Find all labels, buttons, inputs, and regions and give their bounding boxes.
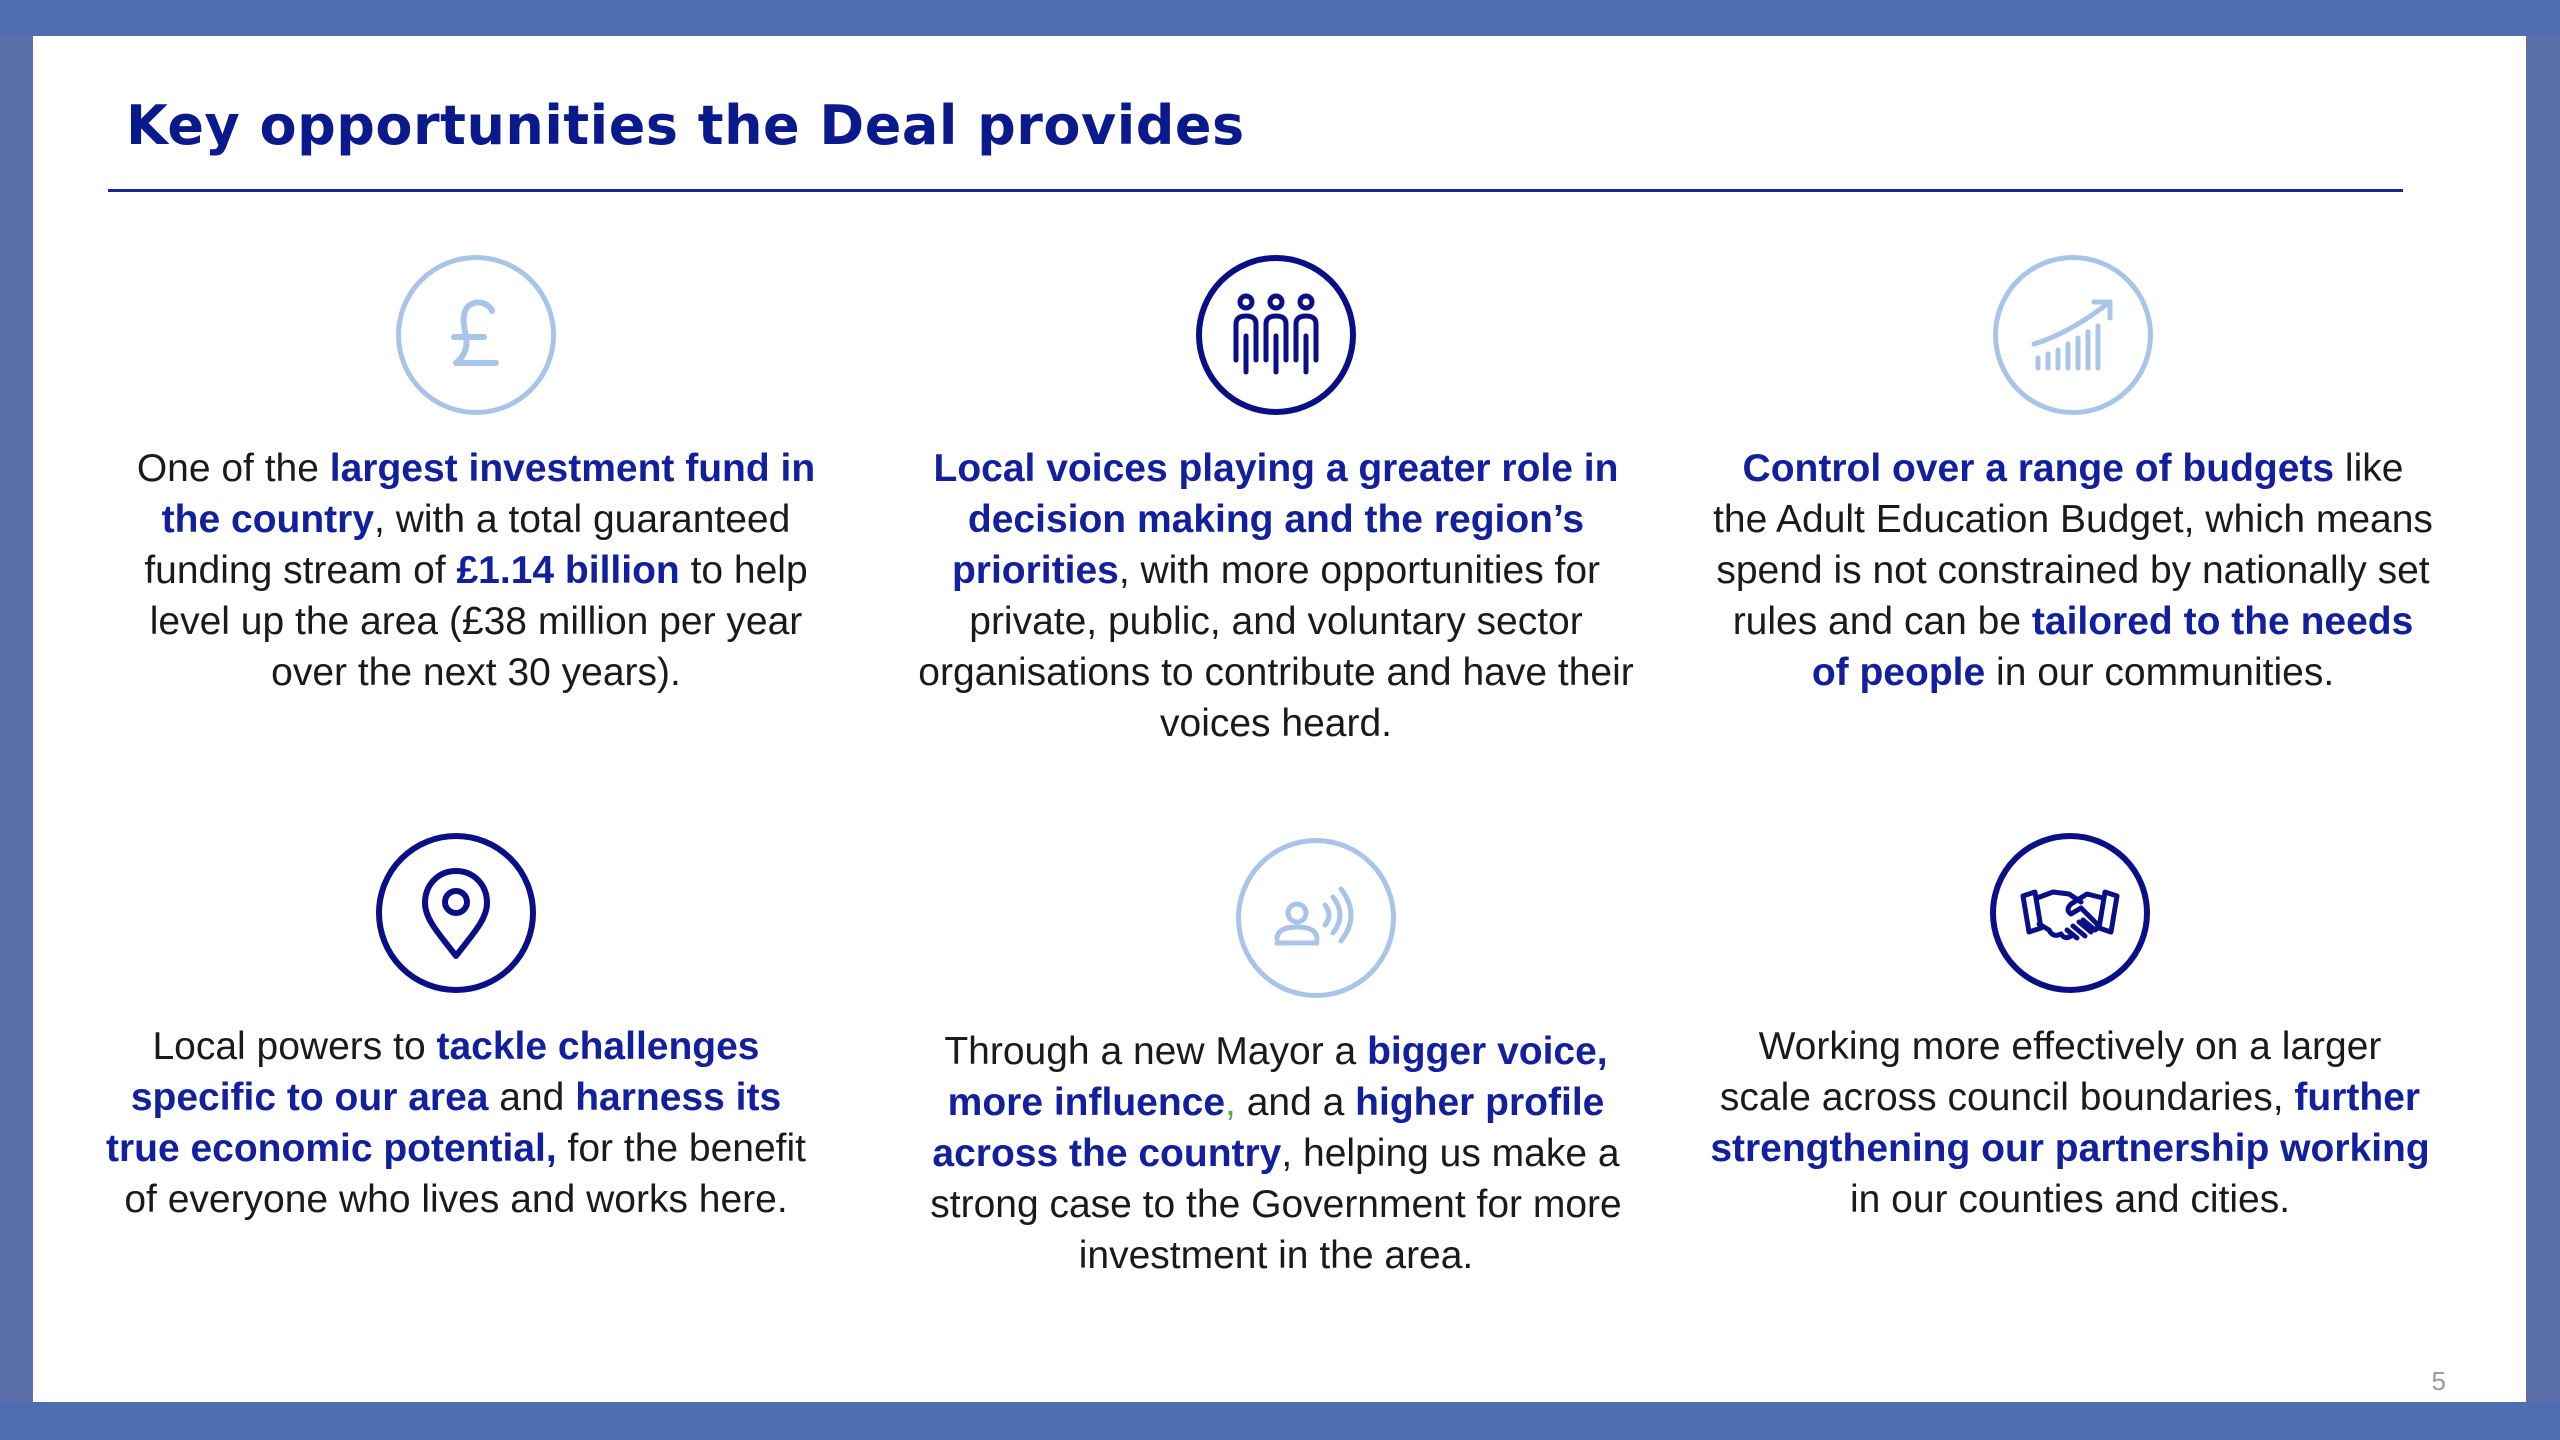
card-partnership — [1710, 833, 2430, 1225]
text-segment: Through a new Mayor a — [944, 1030, 1368, 1073]
location-pin-icon — [376, 833, 536, 993]
text-segment: for the benefit of everyone who lives and works here. — [124, 1127, 807, 1221]
text-segment: to help level up the area (£38 million per year over the next 30 years). — [149, 549, 808, 694]
text-segment: Working more effectively on a larger scale across council boundaries, — [1719, 1025, 2382, 1119]
card-text — [1713, 443, 2433, 698]
highlight-text: £1.14 billion — [456, 549, 680, 592]
text-segment: and a — [1235, 1081, 1356, 1124]
text-segment: , — [1225, 1081, 1236, 1124]
text-segment: like the Adult Education Budget, which means spend is not constrained by nationally set rules and can be — [1713, 447, 2433, 643]
page-number: 5 — [2431, 1366, 2446, 1396]
speaking-person-icon — [1236, 838, 1396, 998]
growth-chart-icon — [1993, 255, 2153, 415]
card-text — [116, 443, 836, 698]
text-segment: Local powers to — [152, 1025, 437, 1068]
pound-icon — [396, 255, 556, 415]
slide — [33, 36, 2526, 1402]
card-text — [1710, 1021, 2430, 1225]
top-band — [0, 0, 2560, 36]
highlight-text: tailored to the needs of people — [1811, 600, 2414, 694]
bottom-band — [0, 1402, 2560, 1440]
highlight-text: harness its true economic potential, — [105, 1076, 782, 1170]
highlight-text: higher profile across the country — [932, 1081, 1605, 1175]
text-segment: and — [488, 1076, 576, 1119]
highlight-text: Control over a range of budgets — [1742, 447, 2335, 490]
card-text — [96, 1021, 816, 1225]
card-text — [916, 1026, 1636, 1281]
highlight-text: further strengthening our partnership working — [1710, 1076, 2430, 1170]
card-text — [916, 443, 1636, 749]
highlight-text: bigger voice, more influence — [947, 1030, 1608, 1124]
text-segment: One of the — [136, 447, 330, 490]
card-investment-fund — [116, 255, 836, 698]
card-mayor-voice — [916, 838, 1636, 1281]
text-segment: , helping us make a strong case to the Government for more investment in the area. — [930, 1132, 1622, 1277]
card-local-voices — [916, 255, 1636, 749]
highlight-text: tackle challenges specific to our area — [130, 1025, 760, 1119]
title-divider — [108, 189, 2403, 192]
people-icon — [1196, 255, 1356, 415]
highlight-text: largest investment fund in the country — [161, 447, 816, 541]
card-local-powers — [96, 833, 816, 1225]
slide-title: Key opportunities the Deal provides — [126, 94, 1245, 157]
text-segment: in our communities. — [1985, 651, 2335, 694]
text-segment: , with a total guaranteed funding stream of — [144, 498, 791, 592]
text-segment: , with more opportunities for private, public, and voluntary sector organisations to contribute and have their voices heard. — [918, 549, 1634, 745]
text-segment: in our counties and cities. — [1849, 1178, 2291, 1221]
highlight-text: Local voices playing a greater role in decision making and the region’s priorities — [933, 447, 1619, 592]
card-budgets — [1713, 255, 2433, 698]
handshake-icon — [1990, 833, 2150, 993]
